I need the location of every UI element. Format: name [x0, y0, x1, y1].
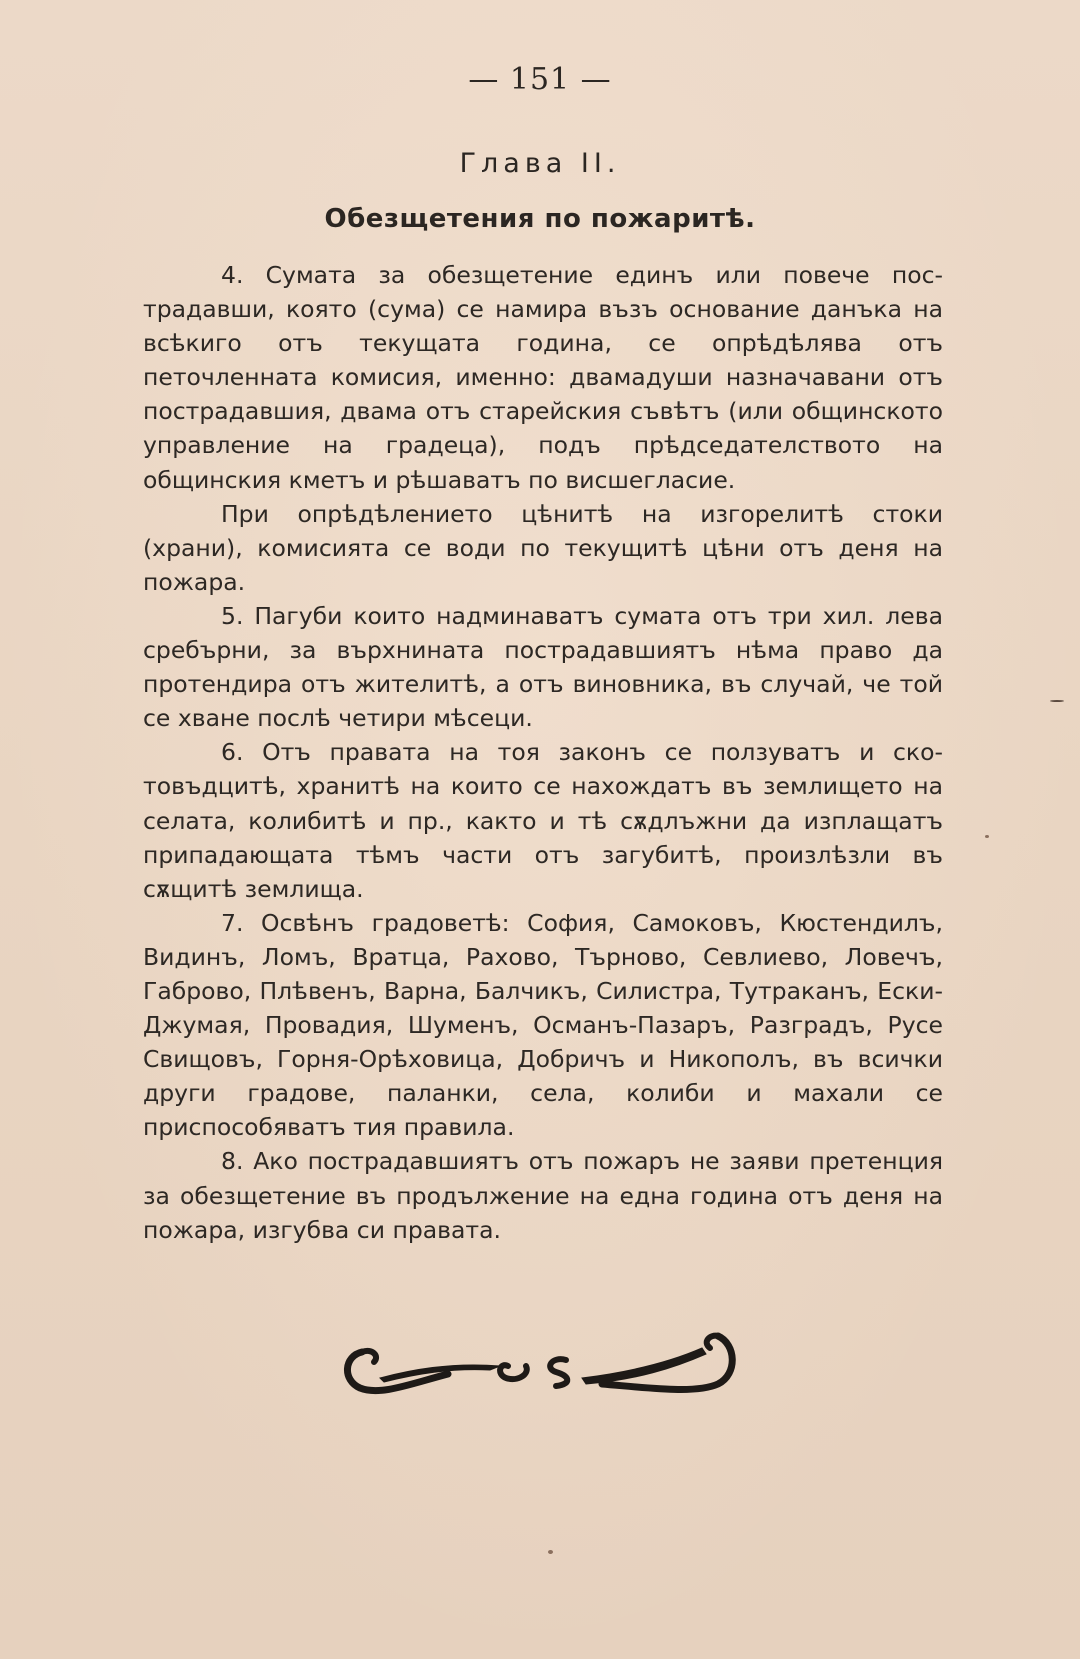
tailpiece-ornament-icon: [340, 1322, 740, 1402]
paper-speck: [1050, 700, 1064, 702]
paper-speck: [985, 835, 989, 838]
page-number: — 151 —: [468, 62, 612, 97]
paragraph-article-4: 4. Сумата за обезщетение единъ или повече пострадавши, която (сума) се намира възъ основание данъка на всѣкиго отъ текущата година, се опрѣдѣлява отъ петочленната комисия, именно: двамадуши назначавани отъ пострадавшия, двама отъ старейския съвѣтъ (или общинското управление на градеца), подъ прѣдседателството на общинския кметъ и рѣшаватъ по висшегласие.: [143, 261, 943, 494]
section-title: Обезщетения по пожаритѣ.: [324, 204, 756, 234]
chapter-heading: Глава II.: [459, 148, 621, 179]
paper-speck: [548, 1550, 553, 1554]
paragraph-article-6: 6. Отъ правата на тоя законъ се ползуватъ и скотовъдцитѣ, хранитѣ на които се нахождатъ въ землището на селата, колибитѣ и пр., както и тѣ сѫдлъжни да изплащатъ припадающата тѣмъ части отъ загубитѣ, произлѣзли въ сѫщитѣ землища.: [143, 738, 943, 903]
paragraph-article-7: 7. Освѣнъ градоветѣ: София, Самоковъ, Кюстендилъ, Видинъ, Ломъ, Вратца, Рахово, Търново, Севлиево, Ловечъ, Габрово, Плѣвенъ, Варна, Балчикъ, Силистра, Тутраканъ, Ески-Джумая, Провадия, Шуменъ, Османъ-Пазаръ, Разградъ, Русе Свищовъ, Горня-Орѣховица, Добричъ и Никополъ, въ всички други градове, паланки, села, колиби и махали се приспособяватъ тия правила.: [143, 908, 943, 1142]
body-text: [143, 258, 943, 1247]
paragraph-article-8: 8. Ако пострадавшиятъ отъ пожаръ не заяви претенция за обезщетение въ продължение на една година отъ деня на пожара, изгубва си правата.: [143, 1147, 943, 1244]
paragraph-article-4-continued: При опрѣдѣлението цѣнитѣ на изгорелитѣ стоки (храни), комисията се води по текущитѣ цѣни отъ деня на пожара.: [143, 499, 943, 596]
paragraph-article-5: 5. Пагуби които надминаватъ сумата отъ три хил. лева сребърни, за върхнината пострадавшиятъ нѣма право да протендира отъ жителитѣ, а отъ виновника, въ случай, че той се хване послѣ четири мѣсеци.: [143, 601, 943, 733]
